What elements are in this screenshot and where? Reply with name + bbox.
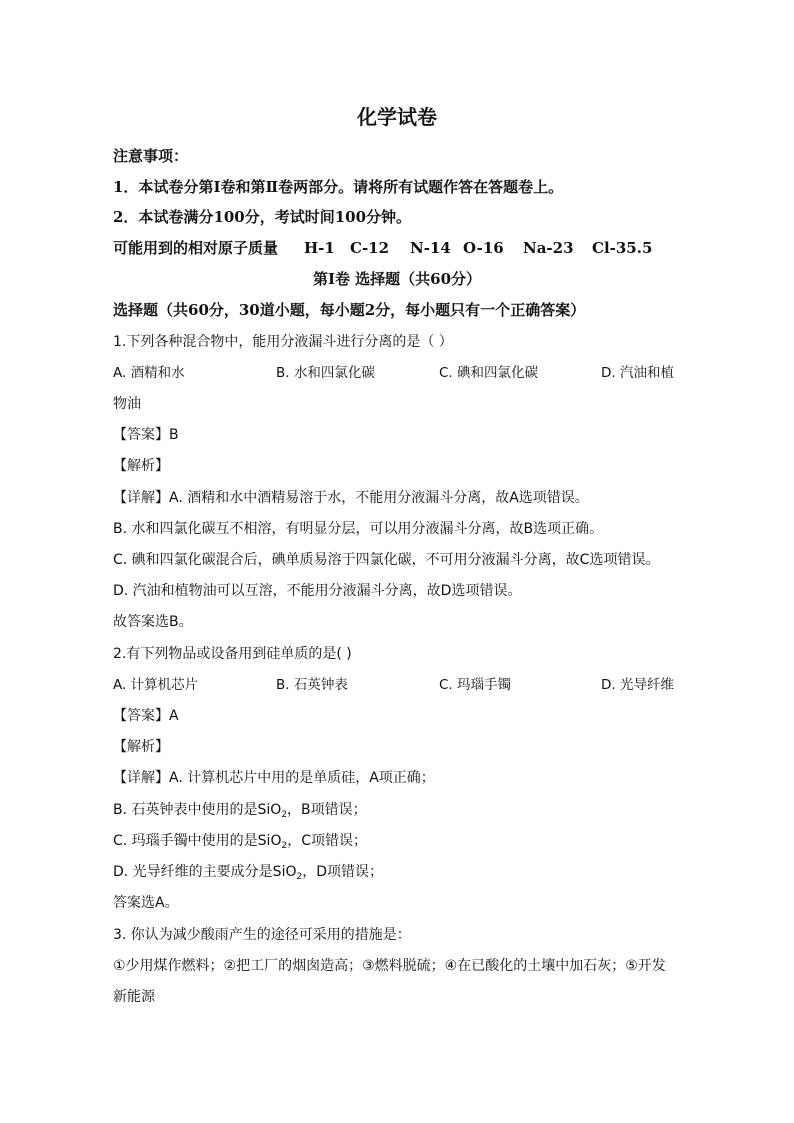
detail-c-tail: ，C项错误； [287, 833, 367, 849]
detail-b-tail: ，B项错误； [287, 802, 367, 818]
question-1-conclusion: 故答案选B。 [113, 614, 193, 630]
detail-b-text: B. 石英钟表中使用的是SiO [113, 802, 282, 818]
question-1-answer: 【答案】B [113, 427, 179, 443]
question-1-detail-c: C. 碘和四氯化碳混合后，碘单质易溶于四氯化碳，不可用分液漏斗分离，故C选项错误。 [113, 552, 660, 568]
notes-item-1: 1．本试卷分第Ⅰ卷和第Ⅱ卷两部分。请将所有试题作答在答题卷上。 [113, 178, 564, 196]
detail-d-text: D. 光导纤维的主要成分是SiO [113, 864, 297, 880]
detail-d-tail: ，D项错误； [302, 864, 383, 880]
question-2-detail-c [113, 832, 367, 855]
atomic-mass-label: 可能用到的相对原子质量 [113, 239, 279, 257]
question-2-option-a: A. 计算机芯片 [113, 677, 199, 693]
atomic-mass-na: Na-23 [523, 239, 574, 257]
question-2-option-d: D. 光导纤维 [601, 677, 674, 693]
question-2-option-b: B. 石英钟表 [276, 677, 348, 693]
page-title: 化学试卷 [357, 105, 437, 129]
question-2-detail-b [113, 801, 367, 824]
question-2-detail-d [113, 863, 383, 886]
question-3-measures: ①少用煤作燃料；②把工厂的烟囱造高；③燃料脱硫；④在已酸化的土壤中加石灰；⑤开发 [113, 958, 666, 974]
question-1-analysis-label: 【解析】 [113, 458, 169, 474]
detail-c-text: C. 玛瑙手镯中使用的是SiO [113, 833, 282, 849]
question-3-stem: 3. 你认为减少酸雨产生的途径可采用的措施是： [113, 927, 411, 943]
subscript-2: 2 [281, 810, 288, 820]
atomic-mass-h: H-1 [304, 239, 335, 257]
section-description: 选择题（共60分，30道小题，每小题2分，每小题只有一个正确答案） [113, 301, 586, 319]
question-2-detail-a: 【详解】A. 计算机芯片中用的是单质硅，A项正确； [113, 770, 435, 786]
atomic-mass-n: N-14 [410, 239, 451, 257]
question-2-answer: 【答案】A [113, 708, 179, 724]
question-1-option-a: A. 酒精和水 [113, 365, 185, 381]
atomic-mass-o: O-16 [463, 239, 504, 257]
question-1-detail-d: D. 汽油和植物油可以互溶，不能用分液漏斗分离，故D选项错误。 [113, 583, 522, 599]
section-title: 第Ⅰ卷 选择题（共60分） [312, 270, 482, 288]
question-1-option-d-wrap: 物油 [113, 396, 141, 412]
question-3-measures-wrap: 新能源 [113, 989, 155, 1005]
atomic-mass-c: C-12 [350, 239, 390, 257]
subscript-2: 2 [281, 841, 288, 851]
notes-item-2: 2．本试卷满分100分，考试时间100分钟。 [113, 208, 412, 226]
question-1-stem: 1.下列各种混合物中，能用分液漏斗进行分离的是（ ） [113, 334, 453, 350]
question-2-stem: 2.有下列物品或设备用到硅单质的是( ) [113, 646, 352, 662]
question-2-conclusion: 答案选A。 [113, 895, 179, 911]
question-2-analysis-label: 【解析】 [113, 739, 169, 755]
notes-heading: 注意事项： [113, 147, 189, 165]
question-1-detail-a: 【详解】A. 酒精和水中酒精易溶于水，不能用分液漏斗分离，故A选项错误。 [113, 490, 589, 506]
subscript-2: 2 [296, 872, 303, 882]
question-1-option-c: C. 碘和四氯化碳 [439, 365, 539, 381]
question-1-option-b: B. 水和四氯化碳 [276, 365, 375, 381]
atomic-mass-cl: Cl-35.5 [592, 239, 653, 257]
question-1-option-d: D. 汽油和植 [601, 365, 674, 381]
question-2-option-c: C. 玛瑙手镯 [439, 677, 512, 693]
question-1-detail-b: B. 水和四氯化碳互不相溶，有明显分层，可以用分液漏斗分离，故B选项正确。 [113, 521, 604, 537]
